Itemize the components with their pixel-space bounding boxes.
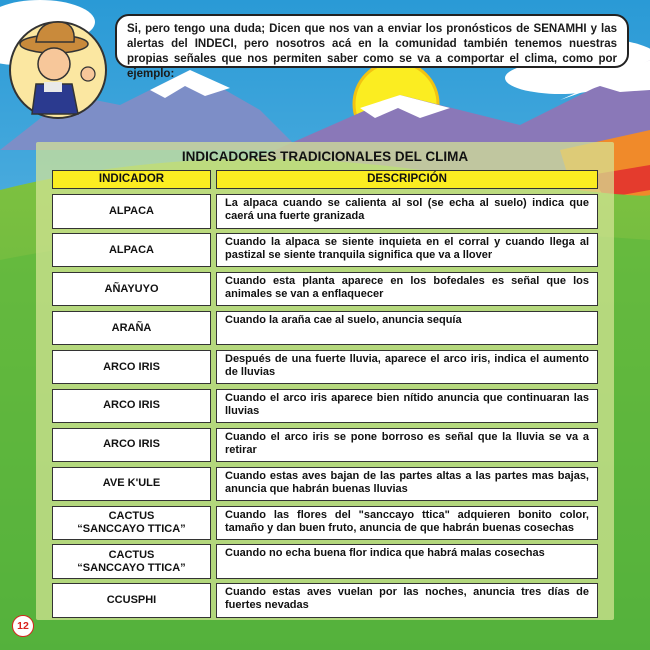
indicator-cell: ARCO IRIS xyxy=(52,389,211,424)
description-cell: Cuando estas aves bajan de las partes altas a las partes mas bajas, anuncia que habrán buenas lluvias xyxy=(216,467,598,502)
table-row xyxy=(52,350,598,385)
indicator-cell: CACTUS “SANCCAYO TTICA” xyxy=(52,544,211,579)
header-description: DESCRIPCIÓN xyxy=(216,170,598,189)
indicator-cell: AÑAYUYO xyxy=(52,272,211,307)
description-cell: Cuando esta planta aparece en los bofedales es señal que los animales se van a enflaquecer xyxy=(216,272,598,307)
table-row xyxy=(52,311,598,346)
table-row xyxy=(52,428,598,463)
table-row xyxy=(52,272,598,307)
table-row xyxy=(52,506,598,541)
table-row xyxy=(52,467,598,502)
indicator-cell: ARAÑA xyxy=(52,311,211,346)
table-row xyxy=(52,233,598,268)
indicators-table xyxy=(52,194,598,622)
indicator-cell: ARCO IRIS xyxy=(52,428,211,463)
table-title: INDICADORES TRADICIONALES DEL CLIMA xyxy=(181,149,469,164)
farmer-avatar xyxy=(10,22,106,118)
header-indicator: INDICADOR xyxy=(52,170,211,189)
description-cell: Cuando la alpaca se siente inquieta en el corral y cuando llega al pastizal se siente tranquila significa que va a llover xyxy=(216,233,598,268)
table-row xyxy=(52,583,598,618)
description-cell: Cuando la araña cae al suelo, anuncia sequía xyxy=(216,311,598,346)
description-cell: Cuando no echa buena flor indica que habrá malas cosechas xyxy=(216,544,598,579)
indicator-cell: CCUSPHI xyxy=(52,583,211,618)
description-cell: Cuando estas aves vuelan por las noches, anuncia tres días de fuertes nevadas xyxy=(216,583,598,618)
speech-bubble: Si, pero tengo una duda; Dicen que nos van a enviar los pronósticos de SENAMHI y las alertas del INDECI, pero nosotros acá en la comunidad también tenemos nuestras propias señales que nos permiten saber como se va a comportar el clima, como por ejemplo: xyxy=(115,14,629,68)
description-cell: Cuando las flores del "sanccayo ttica" adquieren bonito color, tamaño y dan buen fruto, anuncia de que habrán buenas cosechas xyxy=(216,506,598,541)
indicator-cell: AVE K'ULE xyxy=(52,467,211,502)
description-cell: Cuando el arco iris se pone borroso es señal que la lluvia se va a retirar xyxy=(216,428,598,463)
description-cell: La alpaca cuando se calienta al sol (se echa al suelo) indica que caerá una fuerte granizada xyxy=(216,194,598,229)
page-number: 12 xyxy=(12,615,34,637)
table-row xyxy=(52,389,598,424)
table-row xyxy=(52,544,598,579)
table-row xyxy=(52,194,598,229)
description-cell: Cuando el arco iris aparece bien nítido anuncia que continuaran las lluvias xyxy=(216,389,598,424)
indicator-cell: ALPACA xyxy=(52,194,211,229)
indicator-cell: ARCO IRIS xyxy=(52,350,211,385)
indicator-cell: ALPACA xyxy=(52,233,211,268)
description-cell: Después de una fuerte lluvia, aparece el arco iris, indica el aumento de lluvias xyxy=(216,350,598,385)
indicator-cell: CACTUS “SANCCAYO TTICA” xyxy=(52,506,211,541)
